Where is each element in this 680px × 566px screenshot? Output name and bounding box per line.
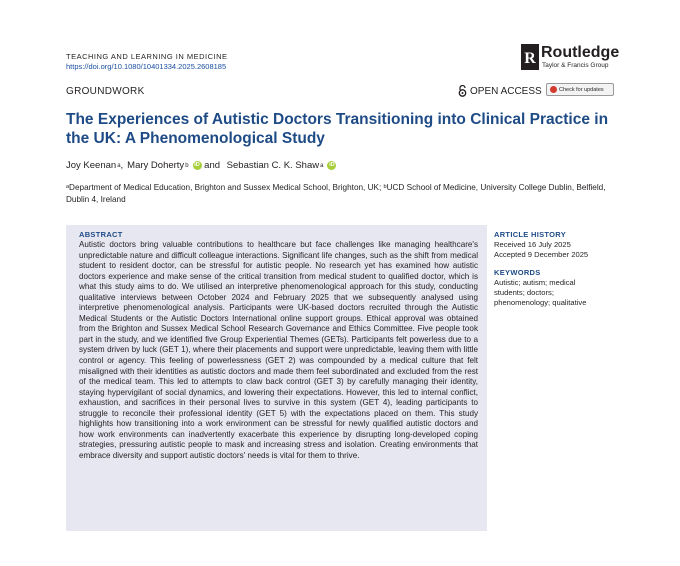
publisher-name: Routledge bbox=[541, 44, 620, 61]
author-affil-sup: a bbox=[320, 162, 324, 169]
received-date: Received 16 July 2025 bbox=[494, 240, 571, 249]
abstract-text: Autistic doctors bring valuable contributions to healthcare but face challenges like managing healthcare's unpredictable nature and difficult colleague interactions. Significant life changes, such as the shift from medical student to resident doctor, can be stressful for autistic people. No research yet has examined how autistic doctors experience and make sense of the critical transition from medical student to qualified doctor, which is what this study aims to do. We utilised an interpretive phenomenological approach for this study, conducting qualitative interviews between October 2024 and February 2025 that we subsequently analysed using interpretive phenomenological analysis. Participants were UK-based doctors recruited through the Autistic Medical Students or the Autistic Doctors International online support groups. Ethical approval was obtained from the Brighton and Sussex Medical School Research Governance and Ethics Committee. Five people took part in the study, and we identified five Group Experiential Themes (GETs). Participants felt powerless due to a system driven by luck (GET 1), where their placements and support were unpredictable, leaving them with little control or agency. This feeling of powerlessness (GET 2) was compounded by a medical culture that felt misaligned with their identities as autistic doctors and made them feel subordinated and excluded from the rest of the medical team. This led to attempts to claw back control (GET 3) by carefully managing their identity, staying hypervigilant of social dynamics, and lowering their expectations. However, this led to internal conflict, exhaustion, and sacrifices in their personal lives to survive in this system (GET 4), leading participants to struggle to reconcile their professional identity (GET 5) with the expectations placed on them. This study highlights how transitioning into a work environment can be stressful for newly qualified autistic doctors and how work environments can inadvertently exacerbate this experience by disrupting long-developed coping strategies, pressuring autistic people to mask and increasing stress and isolation. Creating environments that embrace diversity and support autistic doctors' needs is vital for them to thrive. bbox=[79, 240, 478, 460]
orcid-icon[interactable]: iD bbox=[194, 162, 200, 168]
doi-link[interactable]: https://doi.org/10.1080/10401334.2025.2608185 bbox=[66, 62, 227, 71]
keywords-line: phenomenology; qualitative bbox=[494, 298, 587, 307]
article-history-heading: ARTICLE HISTORY bbox=[494, 230, 567, 239]
author-list bbox=[66, 160, 336, 171]
orcid-icon[interactable]: iD bbox=[329, 162, 335, 168]
author-affil-sup: a bbox=[117, 162, 121, 169]
publisher-group: Taylor & Francis Group bbox=[542, 62, 609, 69]
routledge-logo-icon bbox=[521, 44, 539, 70]
check-updates-icon bbox=[550, 86, 557, 93]
keywords-heading: KEYWORDS bbox=[494, 268, 541, 277]
author-separator: , bbox=[120, 160, 124, 171]
svg-text:R: R bbox=[524, 50, 536, 67]
article-title: The Experiences of Autistic Doctors Transitioning into Clinical Practice in the UK: A Phenomenological Study bbox=[66, 111, 609, 147]
author-name[interactable]: Joy Keenan bbox=[66, 160, 117, 171]
author-name[interactable]: Sebastian C. K. Shaw bbox=[226, 160, 320, 171]
open-access-badge bbox=[458, 85, 542, 97]
affiliations: ᵃDepartment of Medical Education, Brighton and Sussex Medical School, Brighton, UK; ᵇUCD School of Medicine, University College Dublin, Belfield, Dublin 4, Ireland bbox=[66, 183, 606, 204]
check-updates-label: Check for updates bbox=[559, 86, 604, 93]
journal-name: TEACHING AND LEARNING IN MEDICINE bbox=[66, 52, 228, 61]
author-affil-sup: b bbox=[185, 162, 189, 169]
author-name[interactable]: Mary Doherty bbox=[127, 160, 185, 171]
keywords-line: Autistic; autism; medical bbox=[494, 278, 576, 287]
author-separator: and bbox=[201, 160, 223, 171]
article-type: GROUNDWORK bbox=[66, 86, 145, 97]
abstract-heading: ABSTRACT bbox=[79, 230, 123, 239]
open-lock-icon bbox=[458, 85, 467, 97]
keywords-line: students; doctors; bbox=[494, 288, 554, 297]
accepted-date: Accepted 9 December 2025 bbox=[494, 250, 589, 259]
open-access-label: OPEN ACCESS bbox=[470, 85, 542, 97]
check-for-updates-button[interactable] bbox=[546, 83, 614, 96]
publisher-logo bbox=[521, 44, 620, 72]
